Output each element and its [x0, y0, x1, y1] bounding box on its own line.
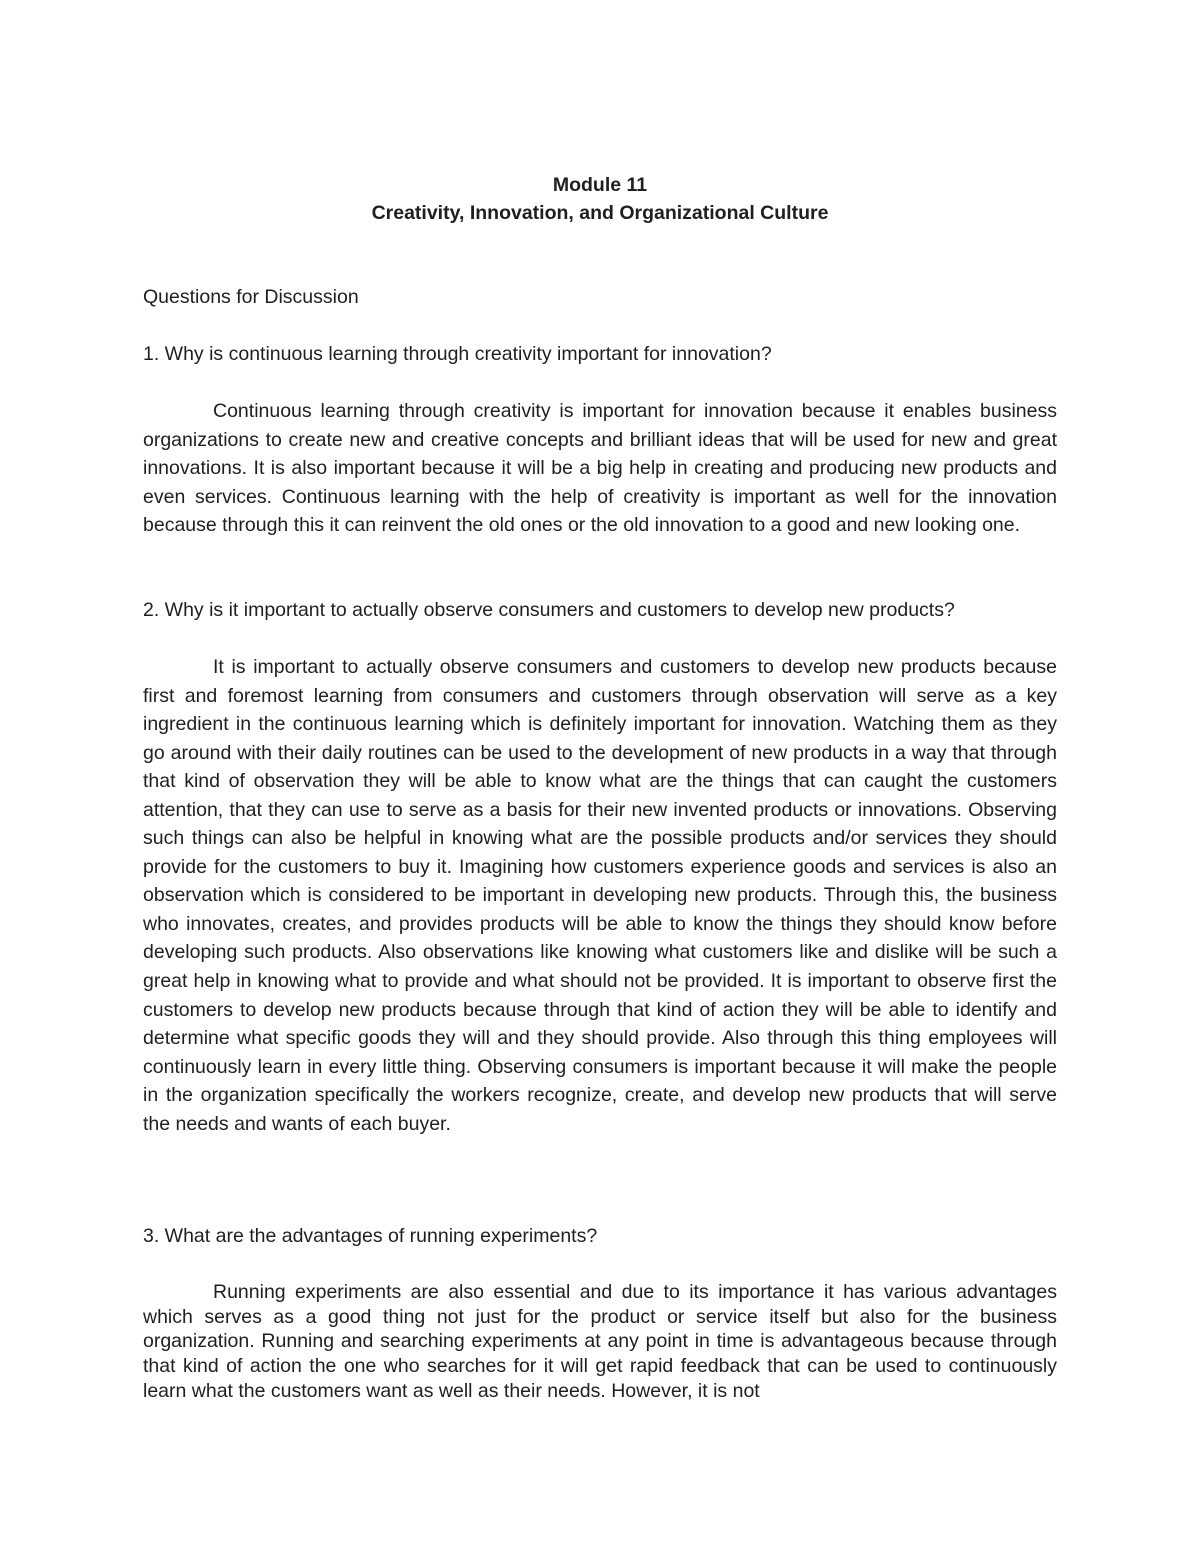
question-2: 2. Why is it important to actually observe consumers and customers to develop new products? [143, 599, 955, 621]
answer-3: Running experiments are also essential and due to its importance it has various advantages which serves as a good thing not just for the product or service itself but also for the business organization. Running and searching experiments at any point in time is advantageous because through that kind of action the one who searches for it will get rapid feedback that can be used to continuously learn what the customers want as well as their needs. However, it is not [143, 1281, 1057, 1402]
module-title: Creativity, Innovation, and Organizational Culture [371, 202, 829, 224]
module-label: Module 11 [552, 174, 648, 196]
question-3: 3. What are the advantages of running experiments? [143, 1225, 598, 1247]
title-block [0, 171, 1200, 227]
question-1: 1. Why is continuous learning through creativity important for innovation? [143, 343, 772, 365]
section-heading: Questions for Discussion [143, 286, 359, 308]
answer-2: It is important to actually observe consumers and customers to develop new products because first and foremost learning from consumers and customers through observation will serve as a key ingredient in the continuous learning which is definitely important for innovation. Watching them as they go around with their daily routines can be used to the development of new products in a way that through that kind of observation they will be able to know what are the things that can caught the customers attention, that they can use to serve as a basis for their new invented products or innovations. Observing such things can also be helpful in knowing what are the possible products and/or services they should provide for the customers to buy it. Imagining how customers experience goods and services is also an observation which is considered to be important in developing new products. Through this, the business who innovates, creates, and provides products will be able to know the things they should know before developing such products. Also observations like knowing what customers like and dislike will be such a great help in knowing what to provide and what should not be provided. It is important to observe first the customers to develop new products because through that kind of action they will be able to identify and determine what specific goods they will and they should provide. Also through this thing employees will continuously learn in every little thing. Observing consumers is important because it will make the people in the organization specifically the workers recognize, create, and develop new products that will serve the needs and wants of each buyer. [143, 656, 1057, 1135]
answer-1: Continuous learning through creativity is important for innovation because it enables business organizations to create new and creative concepts and brilliant ideas that will be used for new and great innovations. It is also important because it will be a big help in creating and producing new products and even services. Continuous learning with the help of creativity is important as well for the innovation because through this it can reinvent the old ones or the old innovation to a good and new looking one. [143, 400, 1057, 537]
